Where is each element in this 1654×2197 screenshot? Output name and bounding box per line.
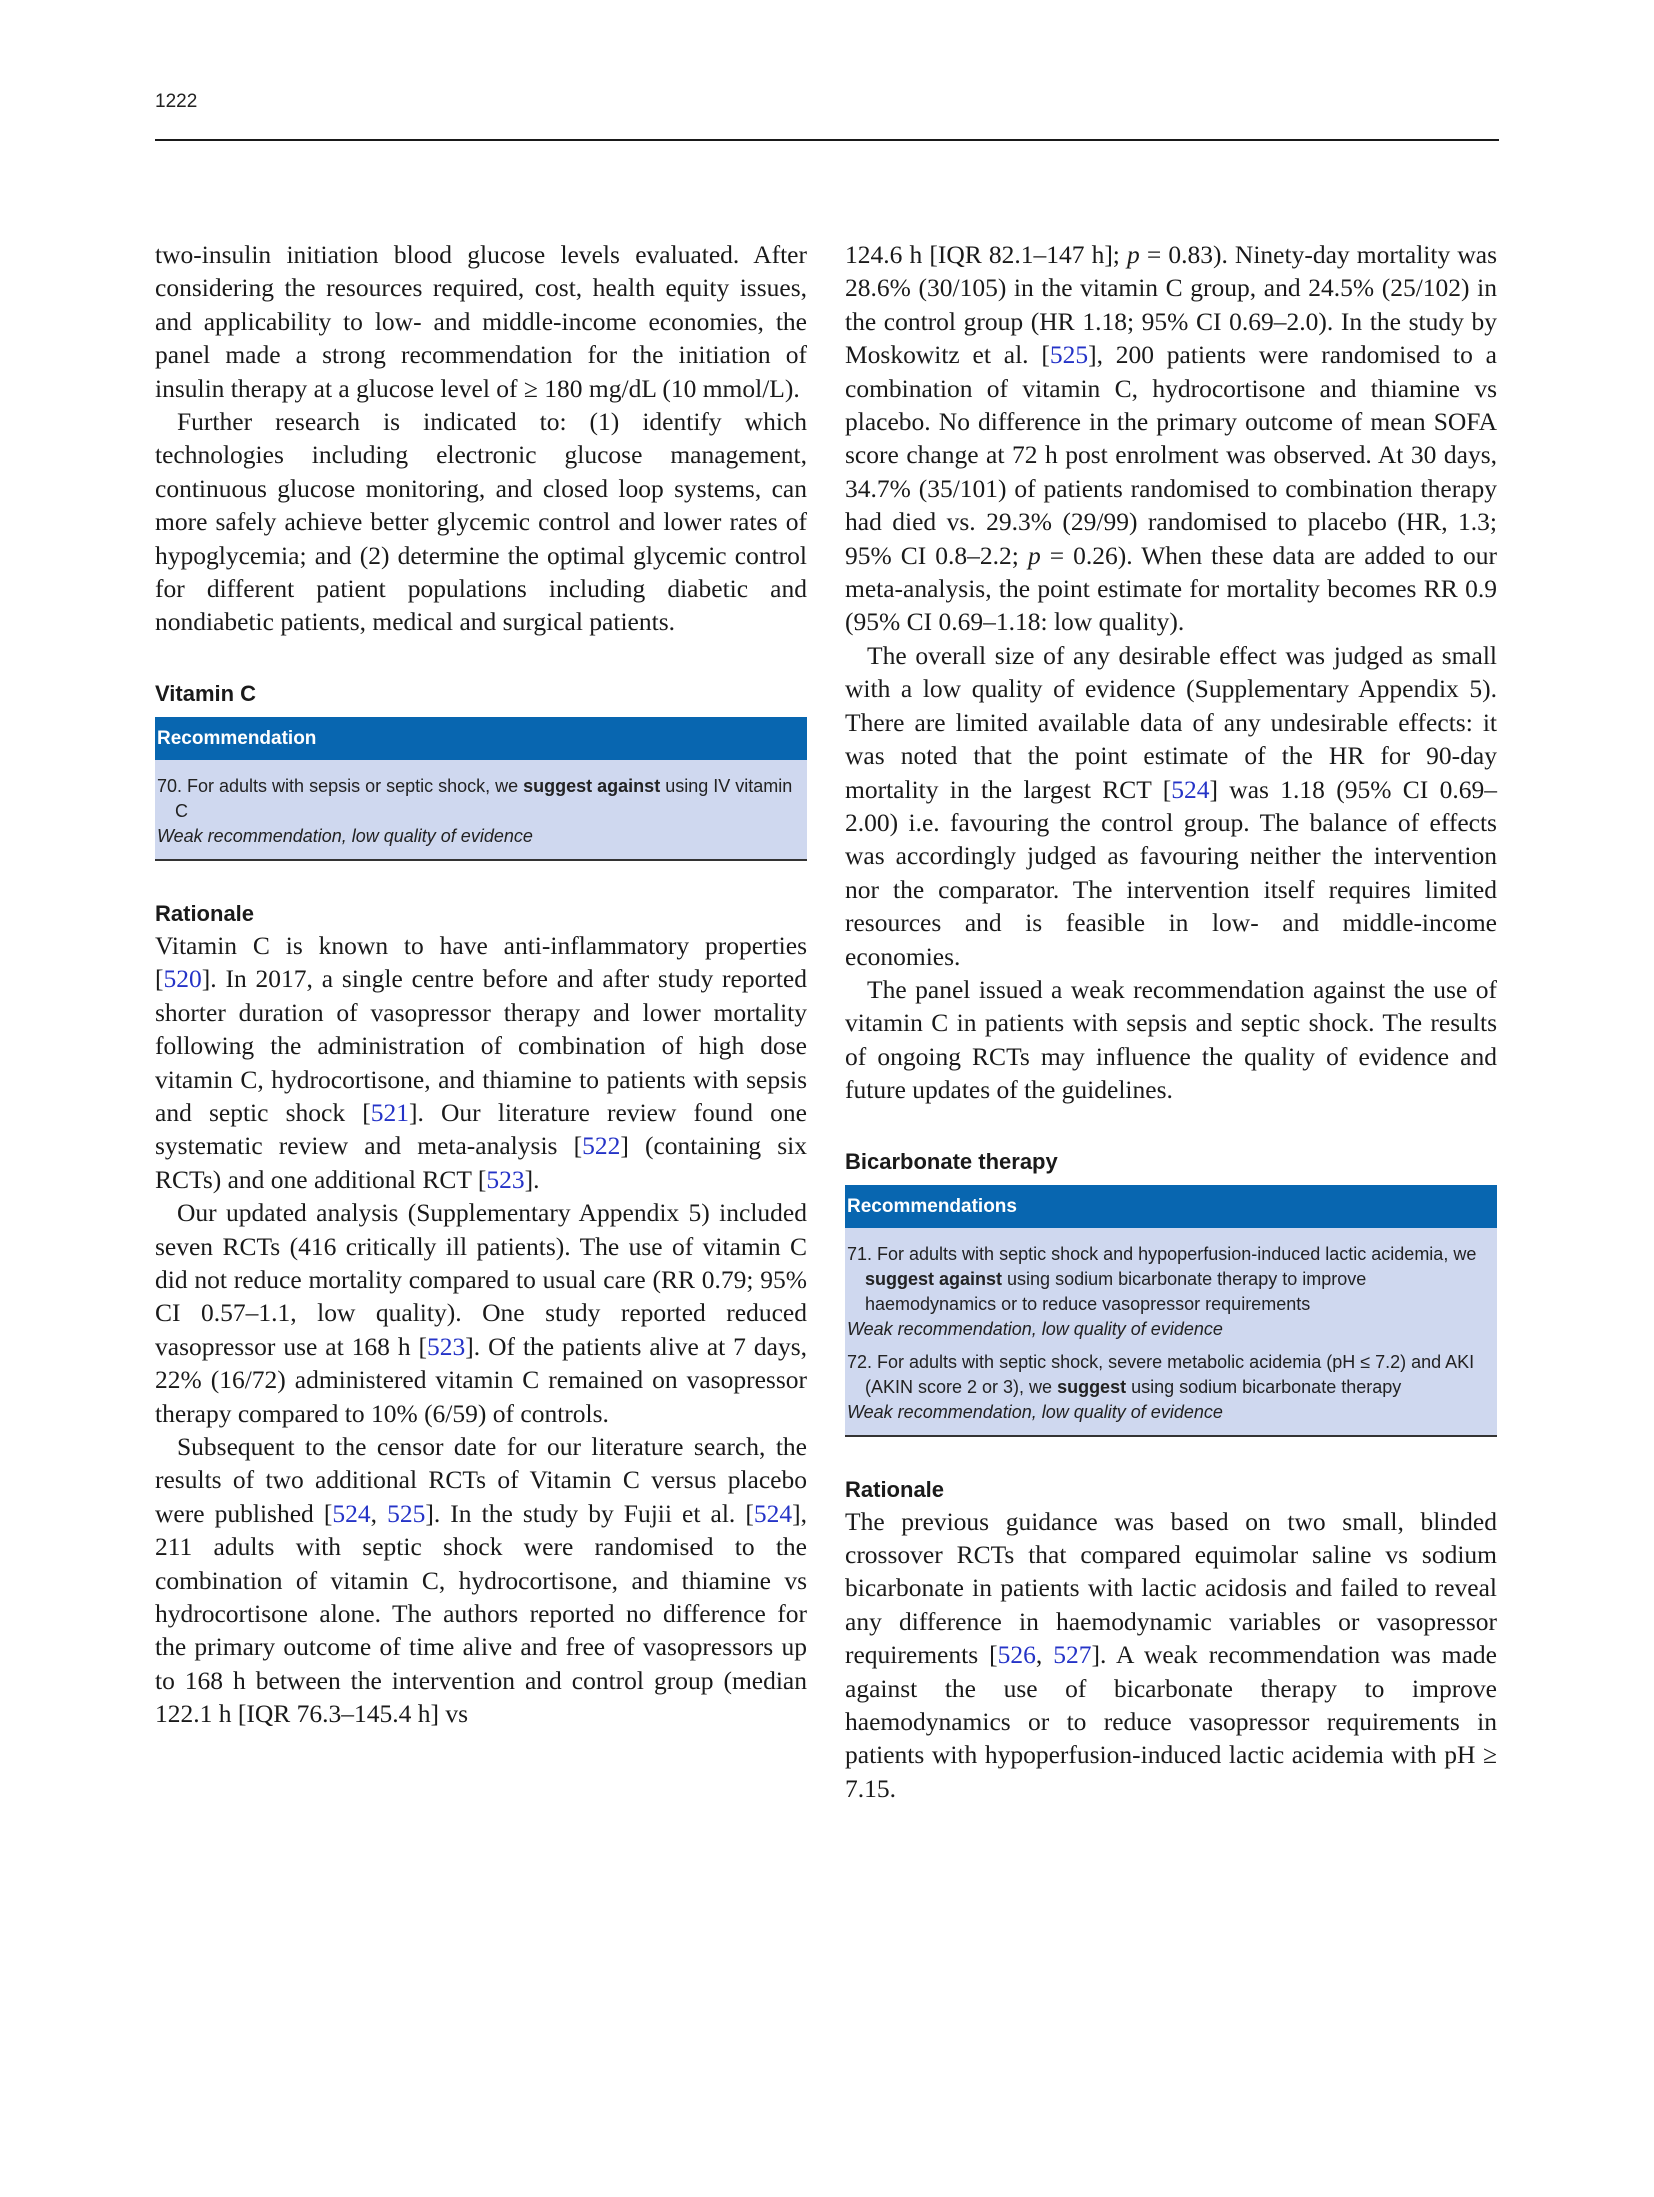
text: ], 200 patients were randomised to a combination of vitamin C, hydrocortisone and thiamine vs placebo. No difference in the primary outcome of mean SOFA score change at 72 h post enrolment was observed. At 30 days, 34.7% (35/101) of patients randomised to combination therapy had died vs. 29.3% (29/99) randomised to placebo (HR, 1.3; 95% CI 0.8–2.2; [845, 340, 1497, 570]
paragraph: Further research is indicated to: (1) identify which technologies including electronic glucose management, continuous glucose monitoring, and closed loop systems, can more safely achieve better glycemic control and lower rates of hypoglycemia; and (2) determine the optimal glycemic control for different patient populations including diabetic and nondiabetic patients, medical and surgical patients. [155, 407, 807, 637]
text: ]. In 2017, a single centre before and after study reported shorter duration of vasopressor therapy and lower mortality following the administration of combination of high dose vitamin C, hydrocortisone, and thiamine to patients with sepsis and septic shock [ [155, 964, 807, 1127]
rec-emphasis: suggest against [865, 1268, 1003, 1289]
paragraph [845, 639, 1497, 973]
recommendation-strength: Weak recommendation, low quality of evidence [157, 825, 533, 846]
rationale-heading: Rationale [155, 900, 255, 926]
paragraph: The panel issued a weak recommendation against the use of vitamin C in patients with sepsis and septic shock. The results of ongoing RCTs may influence the quality of evidence and future updates of the guidelines. [845, 974, 1497, 1105]
citation-link[interactable]: 527 [1053, 1640, 1092, 1670]
p-value-symbol: p [1127, 240, 1140, 269]
text: ]. In the study by Fujii et al. [ [425, 1498, 754, 1528]
rec-text: using sodium bicarbonate therapy [1126, 1376, 1402, 1397]
paragraph: two-insulin initiation blood glucose levels evaluated. After considering the resources required, cost, health equity issues, and applicability to low- and middle-income economies, the panel made a strong recommendation for the initiation of insulin therapy at a glucose level of ≥ 180 mg/dL (10 mmol/L). [155, 240, 807, 403]
citation-link[interactable]: 525 [387, 1498, 426, 1528]
citation-link[interactable]: 524 [753, 1498, 793, 1528]
rec-emphasis: suggest against [523, 775, 661, 796]
citation-link[interactable]: 523 [427, 1331, 466, 1361]
citation-link[interactable]: 520 [163, 964, 202, 994]
left-column [155, 238, 807, 1731]
text: ], 211 adults with septic shock were randomised to the combination of vitamin C, hydrocortisone, and thiamine vs hydrocortisone alone. The authors reported no difference for the primary outcome of time alive and free of vasopressors up to 168 h between the intervention and control group (median 122.1 h [IQR 76.3–145.4 h] vs [155, 1498, 808, 1729]
text: Vitamin C is known to have anti-inflammatory properties [ [155, 930, 807, 994]
recommendation-strength: Weak recommendation, low quality of evidence [847, 1318, 1223, 1339]
recommendation-strength: Weak recommendation, low quality of evidence [847, 1401, 1223, 1422]
p-value-symbol: p [1027, 540, 1041, 570]
paragraph [155, 1430, 807, 1731]
text: , [370, 1498, 388, 1528]
text: ]. Our literature review found one systematic review and meta-analysis [ [155, 1097, 807, 1161]
recommendation-70 [157, 774, 797, 824]
citation-link[interactable]: 522 [582, 1131, 621, 1161]
text: Our updated analysis (Supplementary Appendix 5) included seven RCTs (416 critically ill patients). The use of vitamin C did not reduce mortality compared to usual care (RR 0.79; 95% CI 0.57–1.1, low quality). One study reported reduced vasopressor use at 168 h [ [155, 1198, 807, 1361]
text: ]. [524, 1164, 540, 1194]
rec-text: 70. For adults with sepsis or septic shock, we [157, 775, 524, 796]
recommendation-71 [847, 1242, 1487, 1317]
paragraph [845, 238, 1497, 639]
recommendation-header: Recommendations [845, 1185, 1497, 1228]
text: ] was 1.18 (95% CI 0.69–2.00) i.e. favouring the control group. The balance of effects was accordingly judged as favouring neither the intervention nor the comparator. The intervention itself requires limited resources and is feasible in low- and middle-income economies. [845, 774, 1497, 971]
paragraph [155, 1196, 807, 1430]
text: ]. Of the patients alive at 7 days, 22% (16/72) administered vitamin C remained on vasopressor therapy compared to 10% (6/59) of controls. [155, 1331, 807, 1428]
text: , [1035, 1640, 1054, 1670]
rec-text: 72. For adults with septic shock, severe metabolic acidemia (pH ≤ 7.2) and AKI (AKIN score 2 or 3), we [847, 1351, 1475, 1397]
rec-text: using IV vitamin C [175, 775, 793, 821]
header-rule [155, 139, 1499, 141]
paragraph [155, 929, 807, 1196]
right-column [845, 238, 1497, 1805]
text: = 0.26). When these data are added to our meta-analysis, the point estimate for mortality becomes RR 0.9 (95% CI 0.69–1.18: low quality). [845, 540, 1497, 637]
recommendation-72 [847, 1350, 1487, 1400]
recommendation-box-bicarbonate [845, 1185, 1497, 1437]
recommendation-body [845, 1228, 1497, 1437]
section-heading-vitamin-c: Vitamin C [155, 680, 257, 706]
text: The previous guidance was based on two small, blinded crossover RCTs that compared equimolar saline vs sodium bicarbonate in patients with lactic acidosis and failed to reveal any difference in haemodynamic variables or vasopressor requirements [ [845, 1506, 1497, 1670]
recommendation-header: Recommendation [155, 717, 807, 760]
rec-emphasis: suggest [1057, 1376, 1127, 1397]
paragraph [845, 1505, 1497, 1806]
citation-link[interactable]: 524 [332, 1498, 371, 1528]
text: Subsequent to the censor date for our literature search, the results of two additional RCTs of Vitamin C versus placebo were published [ [155, 1431, 807, 1528]
recommendation-body [155, 760, 807, 861]
text: The overall size of any desirable effect was judged as small with a low quality of evidence (Supplementary Appendix 5). There are limited available data of any undesirable effects: it was noted that the point estimate of the HR for 90-day mortality in the largest RCT [ [845, 640, 1497, 804]
text: ]. A weak recommendation was made against the use of bicarbonate therapy to improve haemodynamics or to reduce vasopressor requirements in patients with hypoperfusion-induced lactic acidemia with pH ≥ 7.15. [845, 1640, 1497, 1803]
rec-text: 71. For adults with septic shock and hypoperfusion-induced lactic acidemia, we [847, 1243, 1477, 1264]
citation-link[interactable]: 525 [1049, 340, 1089, 370]
rationale-heading: Rationale [845, 1476, 945, 1502]
page-number: 1222 [155, 91, 198, 112]
recommendation-box-vitamin-c [155, 717, 807, 861]
citation-link[interactable]: 521 [370, 1097, 409, 1127]
citation-link[interactable]: 523 [486, 1164, 525, 1194]
text: ] (containing six RCTs) and one additional RCT [ [155, 1131, 808, 1194]
rec-text: using sodium bicarbonate therapy to improve haemodynamics or to reduce vasopressor requirements [865, 1268, 1367, 1314]
text: = 0.83). Ninety-day mortality was 28.6% (30/105) in the vitamin C group, and 24.5% (25/102) in the control group (HR 1.18; 95% CI 0.69–2.0). In the study by Moskowitz et al. [ [845, 240, 1497, 370]
citation-link[interactable]: 526 [997, 1640, 1036, 1670]
section-heading-bicarbonate: Bicarbonate therapy [845, 1148, 1058, 1174]
text: 124.6 h [IQR 82.1–147 h]; [845, 240, 1127, 269]
citation-link[interactable]: 524 [1171, 774, 1210, 804]
